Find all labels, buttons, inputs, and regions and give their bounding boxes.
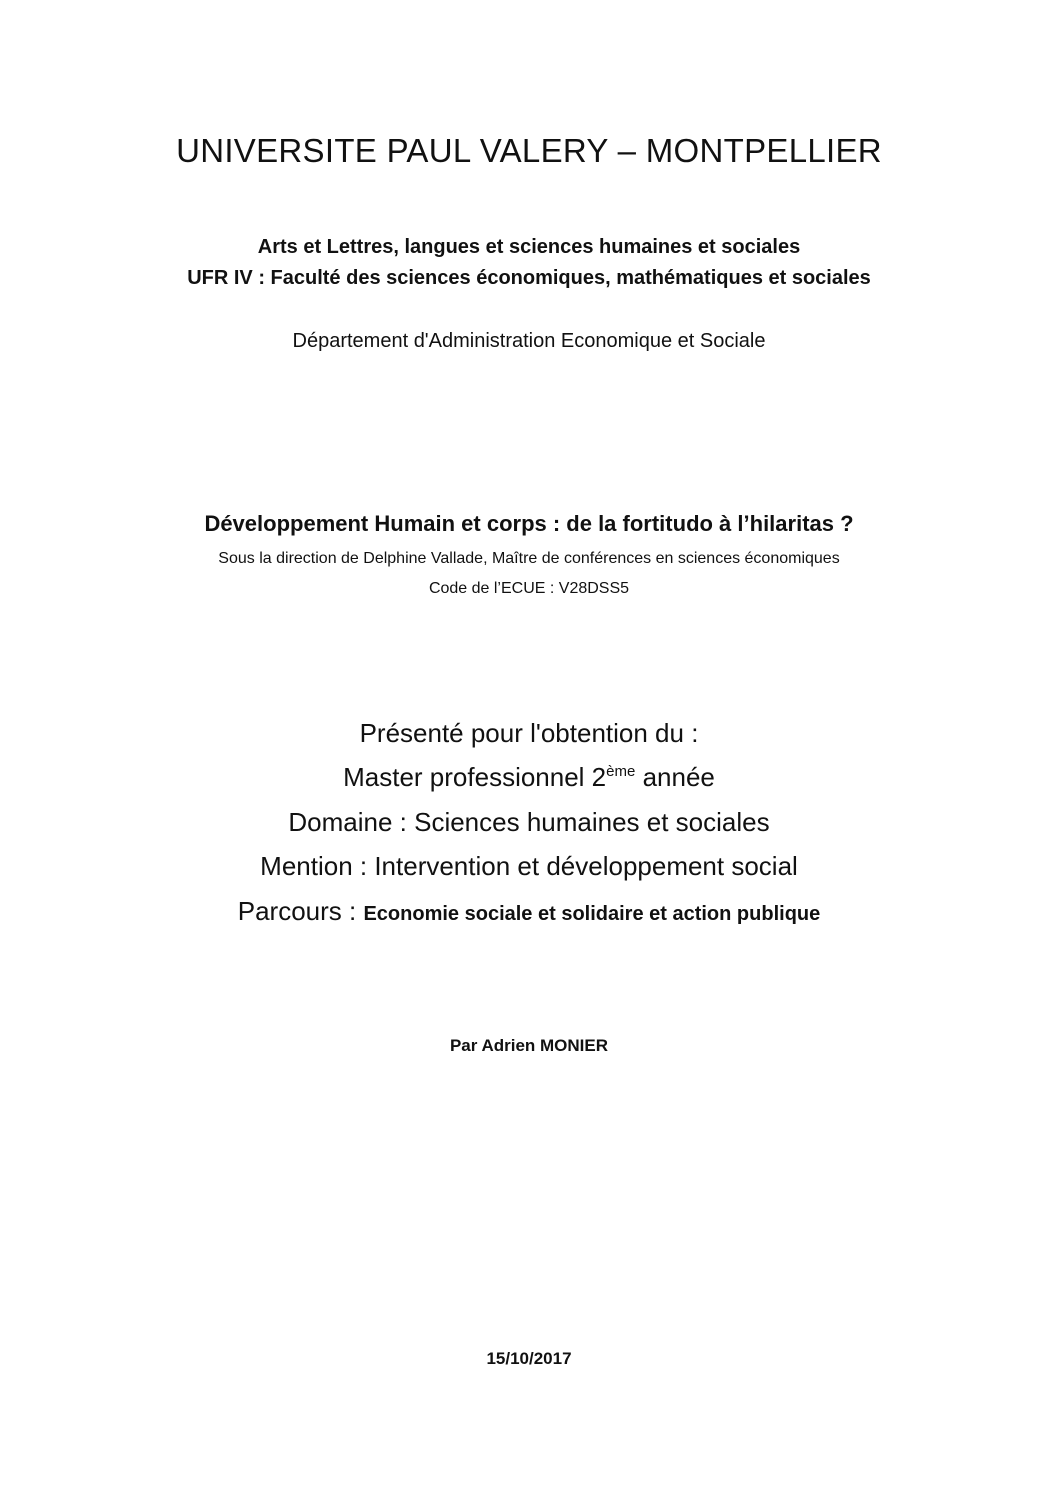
domain-line: Domaine : Sciences humaines et sociales bbox=[288, 807, 770, 837]
mention-line: Mention : Intervention et développement social bbox=[260, 851, 798, 881]
track-value: Economie sociale et solidaire et action publique bbox=[363, 903, 821, 925]
track-line bbox=[0, 897, 1058, 927]
supervision-line: Sous la direction de Delphine Vallade, Maître de conférences en sciences économiques bbox=[218, 550, 840, 567]
degree-prefix: Master professionnel 2 bbox=[343, 762, 607, 792]
degree-suffix: année bbox=[635, 762, 715, 792]
ecue-code: Code de l’ECUE : V28DSS5 bbox=[428, 580, 630, 597]
degree-line bbox=[0, 763, 1058, 793]
degree-superscript: ème bbox=[606, 763, 636, 780]
faculty-line-1: Arts et Lettres, langues et sciences humaines et sociales bbox=[257, 236, 801, 258]
faculty-line-2: UFR IV : Faculté des sciences économiques, mathématiques et sociales bbox=[187, 267, 871, 289]
thesis-title: Développement Humain et corps : de la fortitudo à l’hilaritas ? bbox=[204, 511, 854, 536]
presented-for-line: Présenté pour l'obtention du : bbox=[359, 718, 699, 748]
author-line: Par Adrien MONIER bbox=[449, 1036, 609, 1055]
track-label: Parcours : bbox=[237, 896, 364, 926]
university-title: UNIVERSITE PAUL VALERY – MONTPELLIER bbox=[176, 132, 882, 169]
date-line: 15/10/2017 bbox=[486, 1349, 572, 1368]
department-name: Département d'Administration Economique et Sociale bbox=[292, 330, 766, 352]
